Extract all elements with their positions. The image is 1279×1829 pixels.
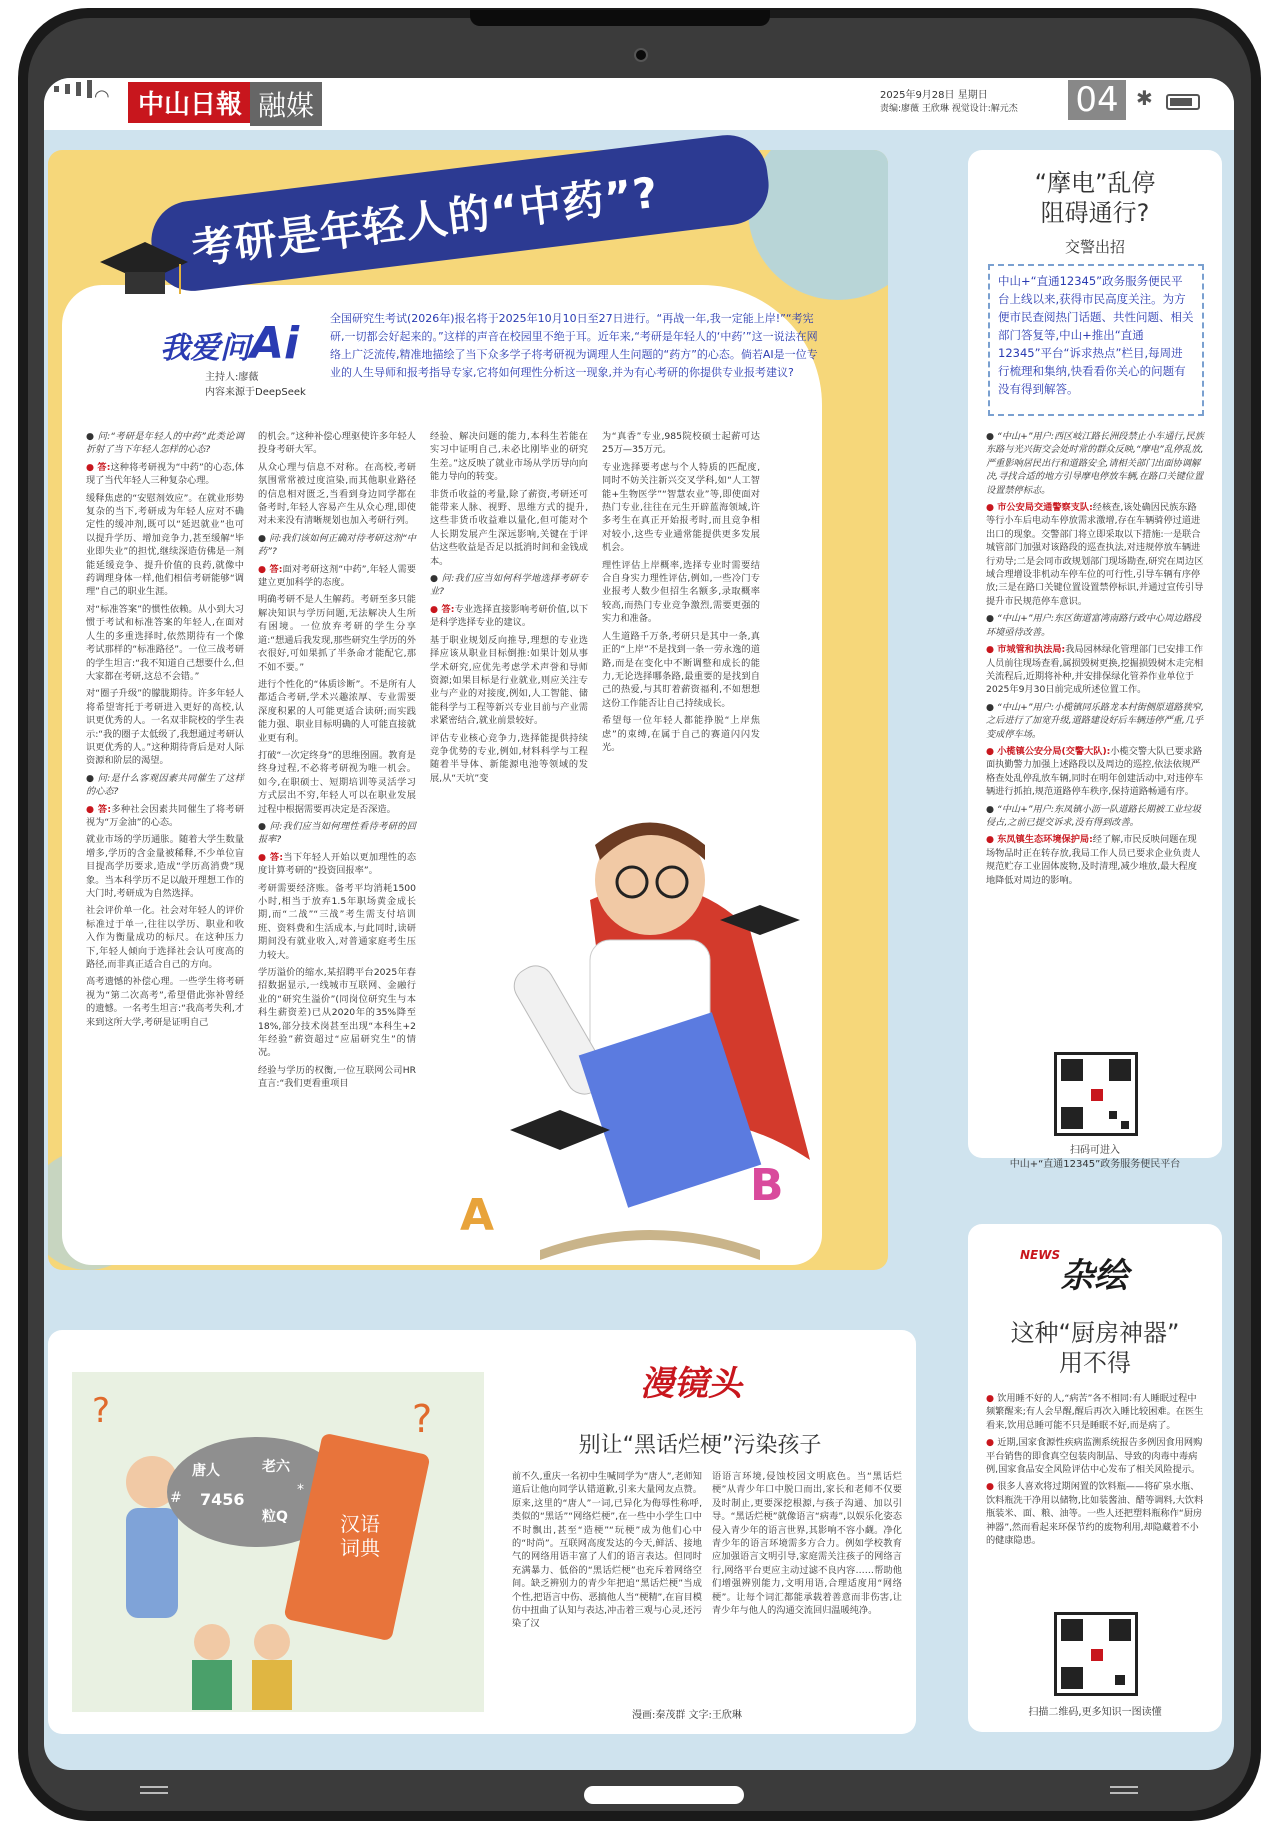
issue-date: 2025年9月28日 星期日 xyxy=(880,90,988,101)
answer-paragraph xyxy=(430,430,588,484)
answer-paragraph xyxy=(86,492,244,599)
svg-text:A: A xyxy=(460,1190,495,1241)
answer-paragraph xyxy=(602,714,760,754)
paragraph-text: 这种将考研视为“中药”的心态,体现了当代年轻人三种复杂心理。 xyxy=(86,461,244,487)
answer-paragraph xyxy=(430,634,588,728)
column-logo-ai: Ai xyxy=(250,318,300,369)
sidebar-2-body xyxy=(986,1392,1204,1551)
answer-label: ● 答: xyxy=(258,563,283,575)
answer-paragraph xyxy=(258,563,416,590)
answer-label: ● 东凤镇生态环境保护局: xyxy=(986,834,1093,846)
answer-paragraph xyxy=(86,833,244,900)
answer-paragraph xyxy=(258,882,416,962)
answer-paragraph xyxy=(258,430,416,457)
answer-paragraph xyxy=(258,678,416,745)
question-paragraph xyxy=(86,430,244,457)
question-paragraph xyxy=(986,612,1204,639)
sidebar-1-title xyxy=(968,168,1222,228)
paragraph-text: 专业选择直接影响考研价值,以下是科学选择专业的建议。 xyxy=(430,603,589,629)
feature-title: 考研是年轻人的“中药”? xyxy=(189,167,662,274)
paragraph-text: 经验、解决问题的能力,本科生若能在实习中证明自己,未必比刚毕业的研究生差。”这反映了就业市场从学历导向向能力导向的转变。 xyxy=(430,431,588,483)
question-paragraph xyxy=(258,820,416,847)
menu-icon[interactable] xyxy=(140,1786,168,1800)
qr-caption-1 xyxy=(968,1144,1222,1172)
answer-paragraph xyxy=(602,630,760,710)
cartoon-column-1: 前不久,重庆一名初中生喊同学为“唐人”,老师知道后让他向同学认错道歉,引来大量网友点赞。原来,这里的“唐人”一词,已异化为侮辱性称呼,类似的“黑话”“网络烂梗”,在一些中小学生口中不时飘出,甚至“造梗”“玩梗”成为他们心中的“时尚”。互联网高度发达的今天,鲜活、接地气的网络用语丰富了人们的语言表达。但同时充满暴力、低俗的“黑话烂梗”也充斥着网络空间。缺乏辨别力的青少年把追“黑话烂梗”当成个性,把语言中伤、恶搞他人当“梗精”,在盲目模仿中扭曲了认知与表达,冲击着三观与心灵,还污染了汉 xyxy=(512,1471,702,1630)
paragraph-text: 基于职业规划反向推导,理想的专业选择应该从职业目标倒推:如果计划从事学术研究,应优先考虑学术声誉和导师资源;如果目标是行业就业,则应关注专业与产业的对接度,例如,人工智能、储能科学与工程等新兴专业目前与产业需求紧密结合,就业前景较好。 xyxy=(430,634,588,727)
cartoon-word: * xyxy=(297,1482,304,1498)
cartoon-drawing xyxy=(72,1372,484,1712)
sidebar-1-body xyxy=(986,430,1204,891)
question-text: ● 问:我们应当如何科学地选择考研专业? xyxy=(430,573,588,598)
paragraph-text: 考研需要经济账。备考平均消耗1500小时,相当于放弃1.5年职场黄金成长期,而“二战”“三战”考生需支付培训班、资料费和生活成本,与此同时,读研期间没有就业收入,对普通家庭考生压力较大。 xyxy=(258,882,416,961)
answer-label: ● 小榄镇公安分局(交警大队): xyxy=(986,745,1111,757)
question-text: ● “中山+”用户:东区街道富湾南路行政中心周边路段环境亟待改善。 xyxy=(986,613,1201,638)
paragraph-text: 高考遗憾的补偿心理。一些学生将考研视为“第二次高考”,希望借此弥补曾经的遗憾。一名考生坦言:“我高考失利,才来到这所大学,考研是证明自己 xyxy=(86,976,244,1028)
answer-paragraph xyxy=(258,966,416,1060)
paragraph-text: 从众心理与信息不对称。在高校,考研氛围常常被过度渲染,而其他职业路径的信息相对匮乏,当看到身边同学都在备考时,年轻人容易产生从众心理,即使对未来没有清晰规划也加入考研行列。 xyxy=(258,461,416,527)
paragraph-text: 评估专业核心竞争力,选择能提供持续竞争优势的专业,例如,材料科学与工程随着半导体、新能源电池等领域的发展,从“天坑”变 xyxy=(430,732,588,784)
wifi-icon: ◠ xyxy=(94,86,110,107)
cartoon-book-title: 汉语词典 xyxy=(340,1512,380,1560)
news-logo-label: NEWS xyxy=(1020,1248,1061,1262)
paragraph-text: 明确考研不是人生解药。考研至多只能解决知识与学历问题,无法解决人生所有困境。一位放弃考研的学生分享道:“想通后我发现,那些研究生学历的外衣很好,可如果抓了半条命才能配它,那不如不要。” xyxy=(258,594,416,673)
paragraph-text: 经核查,该处确因民族东路等行小车后电动车停放需求激增,存在车辆骑停过道进出口的现象。交警部门将立即采取以下措施:一是联合城管部门加强对该路段的巡查执法,对违规停放车辆进行劝导;二是会同市政规划部门现场勘查,研究在周边区域合理增设非机动车停车位的可行性,引导车辆有序停放;三是在路口关键位置设置禁停标识,并通过宣传引导提升市民规范停车意识。 xyxy=(986,502,1204,607)
sidebar-2-title xyxy=(968,1318,1222,1378)
cartoon-word: 唐人 xyxy=(192,1463,220,1479)
answer-paragraph xyxy=(986,501,1204,608)
answer-paragraph xyxy=(86,803,244,830)
cartoon-column-2: 语语言环境,侵蚀校园文明底色。当“黑话烂梗”从青少年口中脱口而出,家长和老师不仅要及时制止,更要深挖根源,与孩子沟通、加以引导。“黑话烂梗”就像语言“病毒”,以娱乐化姿态侵入青少年的语言世界,其影响不容小觑。净化青少年的语言环境需多方合力。例如学校教育应加强语言文明引导,家庭需关注孩子的网络言行,网络平台更应主动过滤不良内容……帮助他们增强辨别能力,文明用语,合理适度用“网络梗”。让每个词汇都能承载着善意而非伤害,让青少年与他人的沟通交流回归温暖纯净。 xyxy=(712,1471,902,1617)
cartoon-credit: 漫画:秦茂群 文字:王欣琳 xyxy=(632,1710,742,1721)
answer-paragraph xyxy=(986,745,1204,799)
newspaper-logo: 中山日報 xyxy=(128,82,252,123)
paragraph-text: 学历溢价的缩水,某招聘平台2025年春招数据显示,一线城市互联网、金融行业的“研究生溢价”(同岗位研究生与本科生薪资差)已从2020年的35%降至18%,部分技术岗甚至出现“本科生+2年经验”薪资超过“应届研究生”的情况。 xyxy=(258,967,416,1059)
paragraph-text: 面对考研这剂“中药”,年轻人需要建立更加科学的态度。 xyxy=(258,563,416,589)
question-paragraph xyxy=(430,572,588,599)
feature-column-2 xyxy=(258,430,416,1095)
sidebar-1-title-line2: 阻碍通行? xyxy=(1040,199,1150,227)
answer-paragraph xyxy=(258,593,416,673)
answer-paragraph xyxy=(258,1064,416,1091)
question-text: ● “中山+”用户:西区岐江路长洲段禁止小车通行,民族东路与光兴街交会处时常的群众反映,“摩电”乱停乱放,严重影响居民出行和道路安全,请相关部门出面协调解决,寻找合适的地方引导摩电停放车辆,在路口关键位置设置禁停标志。 xyxy=(986,431,1204,496)
paragraph-text: 就业市场的学历通胀。随着大学生数量增多,学历的含金量被稀释,不少单位盲目提高学历要求,造成“学历高消费”现象。当本科学历不足以敲开理想工作的大门时,考研成为自然选择。 xyxy=(86,834,244,899)
answer-label: ● 答: xyxy=(86,461,111,473)
paragraph-text: 对“圈子升级”的朦胧期待。许多年轻人将希望寄托于考研进入更好的高校,认识更优秀的人。一名双非院校的学生表示:“我的圈子太低级了,我想通过考研认识更优秀的人。”这种期待背后是对人际资源和阶层的渴望。 xyxy=(86,688,244,767)
cartoon-title: 别让“黑话烂梗”污染孩子 xyxy=(578,1433,822,1458)
home-indicator[interactable] xyxy=(584,1786,744,1804)
sidebar-1-title-line1: “摩电”乱停 xyxy=(1034,169,1156,197)
answer-paragraph xyxy=(430,488,588,568)
menu-icon[interactable] xyxy=(1110,1786,1138,1800)
paragraph-text: 当下年轻人开始以更加理性的态度计算考研的“投资回报率”。 xyxy=(258,851,417,877)
paragraph-text: 多种社会因素共同催生了将考研视为“万金油”的心态。 xyxy=(86,803,245,828)
svg-text:B: B xyxy=(750,1160,784,1211)
paragraph-text: 小榄交警大队已要求路面执勤警力加强上述路段以及周边的巡控,依法依规严格查处乱停乱放车辆,同时在明年创建活动中,对违停车辆进行抓拍,规范道路停车秩序,保持道路畅通有序。 xyxy=(986,745,1204,798)
host-name: 主持人:廖薇 xyxy=(205,372,259,383)
svg-text:?: ? xyxy=(92,1391,111,1431)
feature-column-3 xyxy=(430,430,588,789)
answer-paragraph: ● 近期,国家食源性疾病监测系统报告多例因食用网购平台销售的即食真空包装肉制品、导致的肉毒中毒病例,国家食品安全风险评估中心发布了相关风险提示。 xyxy=(986,1437,1203,1476)
question-text: ● 问:是什么客观因素共同催生了这样的心态? xyxy=(86,772,244,798)
student-illustration xyxy=(420,800,880,1260)
paragraph-text: 进行个性化的“体质诊断”。不是所有人都适合考研,学术兴趣浓厚、专业需要深度积累的人可能更适合读研;而实践能力强、职业目标明确的人可能直接就业更有利。 xyxy=(258,678,416,744)
top-notch xyxy=(470,10,770,26)
qr-caption-line2: 中山+“直通12345”政务服务便民平台 xyxy=(1009,1159,1181,1170)
paragraph-text: 我局园林绿化管理部门已安排工作人员前往现场查看,属损毁树更换,挖掘损毁树木走完相关流程后,近期将补种,并安排保绿化管养作业单位于2025年9月30日前完成所述位置工作。 xyxy=(986,644,1204,696)
qr-caption-2: 扫描二维码,更多知识一图读懂 xyxy=(1028,1707,1162,1718)
graduation-cap-icon xyxy=(90,232,190,312)
paragraph-text: 经验与学历的权衡,一位互联网公司HR直言:“我们更看重项目 xyxy=(258,1064,416,1090)
paragraph-text: 理性评估上岸概率,选择专业时需要结合自身实力理性评估,例如,一些冷门专业报考人数少但招生名额多,录取概率较高,而热门专业竞争激烈,需要更强的实力和准备。 xyxy=(602,559,760,625)
answer-paragraph xyxy=(986,833,1204,887)
media-logo: 融媒 xyxy=(250,82,322,126)
answer-paragraph xyxy=(86,687,244,767)
cartoon-word: 粒Q xyxy=(262,1509,288,1525)
editor-credits: 责编:廖薇 王欣琳 视觉设计:解元杰 xyxy=(880,104,1018,114)
paragraph-text: 很多人喜欢将过期闲置的饮料瓶——将矿泉水瓶、饮料瓶洗干净用以储物,比如装酱油、醋等调料,大饮料瓶装米、面、粮、油等。一些人还把塑料瓶称作“厨房神器”,然而看起来环保节约的废物利用,却隐藏着不小的健康隐患。 xyxy=(986,1481,1204,1547)
sidebar-2-title-line2: 用不得 xyxy=(1059,1349,1131,1377)
paragraph-text: 希望每一位年轻人都能挣脱“上岸焦虑”的束缚,在属于自己的赛道闪闪发光。 xyxy=(602,715,760,753)
answer-paragraph xyxy=(86,603,244,683)
answer-paragraph: ● 很多人喜欢将过期闲置的饮料瓶——将矿泉水瓶、饮料瓶洗干净用以储物,比如装酱油、醋等调料,大饮料瓶装米、面、粮、油等。一些人还把塑料瓶称作“厨房神器”,然而看起来环保节约的废物利用,却隐藏着不小的健康隐患。 xyxy=(986,1481,1204,1547)
answer-paragraph xyxy=(430,732,588,786)
question-paragraph xyxy=(986,803,1204,830)
qr-code-icon[interactable] xyxy=(1054,1612,1138,1696)
answer-label: ● 答: xyxy=(86,803,112,815)
answer-paragraph xyxy=(430,603,588,630)
paragraph-text: 饮用睡不好的人,“病苦”各不相同:有人睡眠过程中频繁醒来;有人会早醒,醒后再次入睡比较困难。在医生看来,饮用总睡可能不只是睡眠不好,而是病了。 xyxy=(986,1393,1204,1431)
answer-label: ● 市公安局交通警察支队: xyxy=(986,502,1093,514)
paragraph-text: 为“真香”专业,985院校硕士起薪可达25万—35万元。 xyxy=(602,431,760,456)
column-logo xyxy=(160,318,299,369)
cartoon-illustration xyxy=(72,1372,484,1712)
paragraph-text: 非货币收益的考量,除了薪资,考研还可能带来人脉、视野、思维方式的提升,这些非货币收益难以量化,但可能对个人长期发展产生深远影响,关键在于评估这些收益是否足以抵消时间和金钱成本。 xyxy=(430,488,588,567)
answer-paragraph xyxy=(602,461,760,555)
answer-label: ● 市城管和执法局: xyxy=(986,644,1066,656)
answer-label: ● 答: xyxy=(258,851,284,863)
question-text: ● 问:“考研是年轻人的中药”此类论调折射了当下年轻人怎样的心态? xyxy=(86,431,244,456)
cartoon-word: # xyxy=(170,1490,182,1506)
battery-icon xyxy=(1166,94,1200,110)
answer-paragraph: ● 饮用睡不好的人,“病苦”各不相同:有人睡眠过程中频繁醒来;有人会早醒,醒后再次入睡比较困难。在医生看来,饮用总睡可能不只是睡眠不好,而是病了。 xyxy=(986,1393,1204,1431)
news-logo-text: 杂绘 xyxy=(1060,1256,1129,1296)
paragraph-text: 的机会。”这种补偿心理驱使许多年轻人投身考研大军。 xyxy=(258,431,416,456)
answer-paragraph xyxy=(602,559,760,626)
answer-paragraph xyxy=(602,430,760,457)
sidebar-1-subtitle: 交警出招 xyxy=(1064,238,1125,256)
signal-icon xyxy=(54,80,92,98)
sidebar-1-intro-box: 中山+“直通12345”政务服务便民平台上线以来,获得市民高度关注。为方便市民查阅热门话题、共性问题、相关部门答复等,中山+推出“直通12345”平台“诉求热点”栏目,每周进行梳理和集纳,快看看你关心的问题有没有得到解答。 xyxy=(988,264,1204,416)
question-text: ● 问:我们应当如何理性看待考研的回报率? xyxy=(258,820,416,846)
question-text: ● 问:我们该如何正确对待考研这剂“中药”? xyxy=(258,532,416,558)
news-column-logo xyxy=(1020,1248,1128,1297)
bluetooth-icon: ✱ xyxy=(1136,86,1153,110)
paragraph-text: 近期,国家食源性疾病监测系统报告多例因食用网购平台销售的即食真空包装肉制品、导致的肉毒中毒病例,国家食品安全风险评估中心发布了相关风险提示。 xyxy=(986,1437,1203,1476)
answer-paragraph xyxy=(258,749,416,816)
feature-column-4 xyxy=(602,430,760,758)
sidebar-2-title-line1: 这种“厨房神器” xyxy=(1010,1319,1180,1347)
front-camera-icon xyxy=(634,48,648,62)
answer-paragraph xyxy=(86,975,244,1029)
feature-lead: 全国研究生考试(2026年)报名将于2025年10月10日至27日进行。“再战一年,我一定能上岸!”“考宪研,一切都会好起来的。”这样的声音在校园里不绝于耳。近年来,“考研是年轻人的‘中药’”这一说法在网络上广泛流传,精准地描绘了当下众多学子将考研视为调理人生问题的“药方”的心态。倘若AI是一位专业的人生导师和报考指导专家,它将如何理性分析这一现象,并为有心考研的你提供专业报考建议? xyxy=(330,312,818,379)
answer-label: ● 答: xyxy=(430,603,455,615)
question-paragraph xyxy=(986,701,1204,741)
column-logo-text: 我爱问 xyxy=(160,331,250,366)
question-paragraph xyxy=(986,430,1204,497)
paragraph-text: 打破“一次定终身”的思维囹圄。教育是终身过程,不必将考研视为唯一机会。如今,在职硕士、短期培训等灵活学习方式层出不穷,年轻人可以在职业发展过程中根据需要再决定是否深造。 xyxy=(258,749,416,815)
cartoon-word: 老六 xyxy=(262,1459,290,1475)
qr-code-icon[interactable] xyxy=(1054,1052,1138,1136)
host-credit xyxy=(205,370,306,400)
paragraph-text: 经了解,市民反映问题在现场物品时正在转存放,我局工作人员已要求企业负责人规范贮存工业固体废物,及时清理,减少堆放,最大程度地降低对周边的影响。 xyxy=(986,834,1201,886)
question-paragraph xyxy=(258,532,416,559)
cartoon-column-logo: 漫镜头 xyxy=(640,1364,742,1404)
question-paragraph xyxy=(86,772,244,799)
paragraph-text: 对“标准答案”的惯性依赖。从小到大习惯于考试和标准答案的年轻人,在面对人生的多重选择时,依然期待有一个像考试那样的“标准路径”。一位三战考研的学生坦言:“我不知道自己想要什么,但大家都在考研,这总不会错。” xyxy=(86,603,244,682)
svg-text:?: ? xyxy=(412,1397,433,1441)
question-text: ● “中山+”用户:东凤镇小沥一队道路长期被工业垃圾侵占,之前已提交诉求,没有得到改善。 xyxy=(986,803,1201,828)
paragraph-text: 专业选择要考虑与个人特质的匹配度,同时不妨关注新兴交叉学科,如“人工智能+生物医学”“智慧农业”等,即使面对热门专业,往往在元生开辟蓝海领域,许多考生在真正开始报考时,而且竞争相对较小,这些专业通常能提供更多发展机会。 xyxy=(602,461,760,554)
answer-paragraph xyxy=(86,904,244,971)
cartoon-word: 7456 xyxy=(200,1490,245,1509)
page-number: 04 xyxy=(1068,80,1126,120)
paragraph-text: 缓释焦虑的“安慰剂效应”。在就业形势复杂的当下,考研成为年轻人应对不确定性的缓冲剂,既可以“延迟就业”也可以提升学历、增加竞争力,甚至缓解“毕业即失业”的担忧,继续深造仿佛是一剂能延缓竞争、提升价值的良药,就像中药调理身体一样,他们相信考研能够“调理”自己的职业生涯。 xyxy=(86,492,244,598)
answer-paragraph xyxy=(258,851,416,878)
content-source: 内容来源于DeepSeek xyxy=(205,387,306,398)
answer-paragraph xyxy=(258,461,416,528)
answer-paragraph xyxy=(986,643,1204,697)
paragraph-text: 人生道路千万条,考研只是其中一条,真正的“上岸”不是找到一条一劳永逸的道路,而是在变化中不断调整和成长的能力,无论选择哪条路,最重要的是找到自己的热爱,与其盯着薪资福利,不如想想这份工作能否让自己持续成长。 xyxy=(602,630,760,709)
paragraph-text: 社会评价单一化。社会对年轻人的评价标准过于单一,往往以学历、职业和收入作为衡量成功的标尺。在这种压力下,年轻人倾向于选择社会认可度高的路径,而非真正适合自己的方向。 xyxy=(86,905,244,971)
feature-column-1 xyxy=(86,430,244,1033)
qr-caption-line1: 扫码可进入 xyxy=(1070,1145,1120,1156)
question-text: ● “中山+”用户:小榄镇同乐路龙本村街侧原道路狭窄,之后进行了加宽升级,道路建设好后车辆违停严重,几乎变成停车场。 xyxy=(986,701,1204,740)
answer-paragraph xyxy=(86,461,244,488)
